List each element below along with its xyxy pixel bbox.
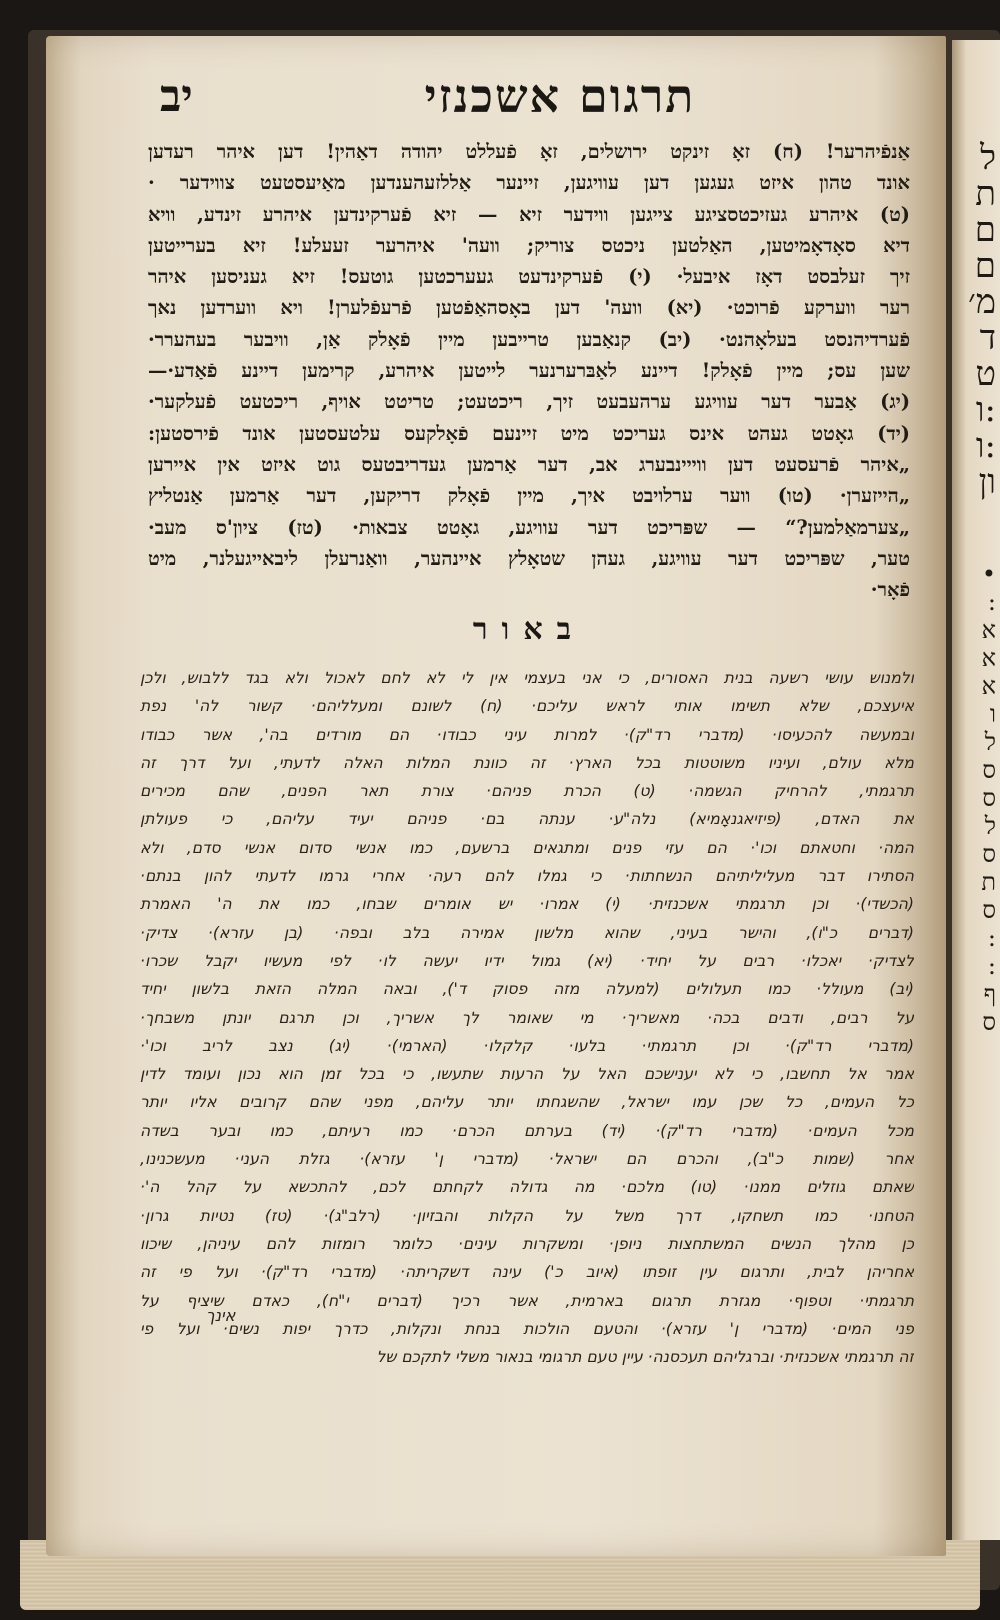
facing-glyph: • [981,560,996,588]
commentary-line: פני המים· (מדברי ן' עזרא)· והטעם הולכות בנחת ונקלות, כדרך יפות נשים· ועל פי [140,1319,914,1338]
text-line: „צערמאַלמען?“ — שפּריכט דער עוויגע, גאָטט צבאות· (טז) ציון'ס מעב· [148,515,910,539]
commentary-line: (הכשדי)· וכן תרגמתי אשכנזית· (י) אמרו· יש אומרים שבחו, כמו את ה' האמרת [140,895,914,914]
facing-glyph: ד [979,318,996,358]
page-number: יב [160,70,193,122]
commentary-line: על רבים, ודבים בכה· מאשריך· מי שאומר לך אשריך, וכן תרגם יונתן משבחך· [140,1008,914,1027]
text-line: „הייזערן· (טו) ווער ערלויבט איך, מיין פֿאָלק דריקען, דער אַרמען אַנטליץ [148,484,910,508]
facing-glyph: : [987,952,996,980]
page-title: תרגום אשכנזי [424,69,696,123]
commentary-line: הסתירו דבר מעליליתיהם הנשחתות· כי גמלו להם רעה· אחרי גרמו לדעתי להון בנתם· [140,867,914,886]
section-title: באור [472,612,586,647]
biur-commentary-text [140,664,914,1371]
text-line: רער ווערקע פֿרוכט· (יא) וועה' דען באָסהאַפֿטען פֿרעפֿלערן! ויא ווערדען נאך [148,296,910,320]
commentary-line: תרגמתי· וטפוף· מגזרת תרגום בארמית, אשר רכיך (דברים י"ח), כאדם שיציף על [140,1291,914,1310]
facing-glyph: ל [984,812,996,840]
facing-glyph: א [981,616,996,644]
commentary-line: מלא עולם, ועיניו משוטטות בכל הארץ· זה כוונת המלות האלה לדעתי, ועל דרך זה [140,753,914,772]
commentary-line: המה· וחטאתם וכו'· הם עזי פנים ומתגאים ברשעם, כמו אנשי סדום אנשי סדם, ולא [140,838,914,857]
facing-glyph: ל [980,138,996,178]
commentary-line: לצדיק· יאכלו· רבים על יחיד· (יא) גמול ידיו יעשה לו· לפי מעשיו יקבל שכרו· [140,951,914,970]
commentary-line: (דברים כ"ו), והישר בעיני, שהוא מלשון אמירה בלב ובפה· (בן עזרא)· צדיק· [140,923,914,942]
facing-glyph: : [987,588,996,616]
facing-glyph: ון [978,462,996,502]
commentary-line: הטחנו· כמו תשחקו, דרך משל על הקלות והבזיון· (רלב"ג)· (טז) נטיות גרון· [140,1206,914,1225]
facing-glyph: א [981,644,996,672]
text-line: (יד) גאָטט געהט אינס געריכט מיט זיינעם פֿאָלקעס עלטעסטען אונד פֿירסטען: [148,421,910,445]
facing-glyph: ל [984,728,996,756]
commentary-line: את האדם, (פיזיאגנאָמיא) נלה"ע· ענתה בם· פניהם יעיד עליהם, כי פעולתן [140,810,914,829]
commentary-line: אחריהן לבית, ותרגום עין זופתו (איוב כ') עינה דשקריתה· (מדברי רד"ק)· ועל פי זה [140,1263,914,1282]
text-line: אונד טהון איזט געגען דען עוויגען, זיינער אַללזעהענדען מאַיעסטעט צווידער · [148,171,910,195]
text-line: פֿערדיהנסט בעלאָהנט· (יב) קנאַבען טרייבען מיין פֿאָלק אַן, וויבער בעהערר· [148,327,910,351]
commentary-line: ובמעשה להכעיסו· (מדברי רד"ק)· למרות עיני כבודו· הם מורדים בה', אשר כבודו [140,725,914,744]
commentary-line: אחר (שמות כ"ב), והכרם הם ישראל· (מדברי ן' עזרא)· גזלת העני· מעשכנינו, [140,1150,914,1169]
text-line: (יג) אַבער דער עוויגע ערהעבעט זיך, ריכטעט; טריטט אויף, ריכטעט פֿעלקער· [148,390,910,414]
facing-glyph: א [981,672,996,700]
commentary-line: שאתם גוזלים ממנו· (טו) מלכם· מה גדולה לקחתם לכם, להתכשא על קהל ה'· [140,1178,914,1197]
running-header [160,64,880,128]
facing-glyph: ת [981,868,996,896]
facing-glyph: ס [982,840,996,868]
facing-glyph: ם [974,246,996,286]
facing-glyph: ת [975,174,996,214]
facing-glyph: ו: [975,426,996,466]
text-line: אַנפֿיהרער! (ח) זאָ זינקט ירושלים, זאָ פֿעללט יהודה דאַהין! דען איהר רעדען [148,140,910,163]
text-line: דיא סאָדאָמיטען, האַלטען ניכטס צוריק; וועה' איהרער זעעלע! זיא בערייטען [148,233,910,257]
text-line: (ט) איהרע געזיכטסציגע צייגען ווידער זיא — זיא פֿערקינדען איהרע זינדע, וויא [148,202,910,226]
facing-page-edge [952,40,1000,1540]
commentary-line: כל העמים, כל שכן עמו ישראל, שהשגחתו יותר עליהם, מפני שהם קרובים אליו יותר [140,1093,914,1112]
facing-glyph: ם [974,210,996,250]
text-line: זיך זעלבסט דאָז איבעל· (י) פֿערקינדעט געערכטען גוטעס! זיא געניסען איהר [148,265,910,289]
commentary-line: תרגמתי, להרחיק הגשמה· (ט) הכרת פניהם· צורת תאר הפנים, שהם מכירים [140,782,914,801]
commentary-line: זה תרגמתי אשכנזית· וברגליהם תעכסנה· עיין טעם תרגומי בנאור משלי לתקכם של [376,1348,914,1367]
facing-glyph: ס [982,756,996,784]
facing-glyph: ו [989,700,996,728]
commentary-line: כן מהלך הנשים המשתחצות ניופן· ומשקרות עינים· כלומר רומזות להם עיניהן, שיכוו [140,1234,914,1253]
yiddish-translation-text [148,136,910,605]
facing-glyph: מ׳ [967,282,996,322]
commentary-line: ולמנוש עושי רשעה בנית האסורים, כי אני בעצמי אין לי לא לחם לאכול ולא בגד ללבוש, ולכן [140,669,914,687]
facing-glyph: ט [975,354,996,394]
facing-glyph: ו: [975,390,996,430]
commentary-line: מכל העמים· (מדברי רד"ק)· (יד) בערתם הכרם· כמו רעיתם, כמו ובער בשדה [140,1121,914,1140]
text-line: שען עס; מיין פֿאָלק! דיינע לאַבּרערנער לייטען איהרע, קרימען דיינע פֿאַדע·— [148,359,910,383]
commentary-line: (יב) מעולל· כמו תעלולים (למעלה מזה פסוק ד'), ובאה המלה הזאת בלשון יחיד [140,980,914,999]
facing-glyph: ס [982,784,996,812]
facing-page-glyphs [956,140,996,1036]
text-line: טער, שפּריכט דער עוויגע, געהן שטאָלץ איינהער, וואַנרעלן ליבאייגעלנר, מיט [148,546,910,570]
commentary-line: אמר אל תחשבו, כי לא יענישכם האל על הרעות שתעשו, כי בכל זמן הוא נכון ועומד לדין [140,1065,914,1084]
catchword: אינך [206,1306,236,1325]
facing-glyph: : [987,924,996,952]
facing-spacer [956,500,996,560]
facing-glyph: ס [982,896,996,924]
text-line: פֿאָר· [870,578,910,602]
commentary-line: (מדברי רד"ק)· וכן תרגמתי· בלעו· קלקלו· (הארמי)· (יג) נצב לריב וכו'· [140,1036,914,1055]
facing-glyph: ס [982,1008,996,1036]
facing-glyph: ף [983,980,996,1008]
text-line: „איהר פֿרעסעט דען ווייינבערג אב, דער אַרמען געדריבטעס גוט איזט אין איירען [148,452,910,476]
commentary-line: איעצכם, שלא תשימו אותי לראש עליכם· (ח) לשונם ומעלליהם· קשור לה' נפת [140,697,914,716]
